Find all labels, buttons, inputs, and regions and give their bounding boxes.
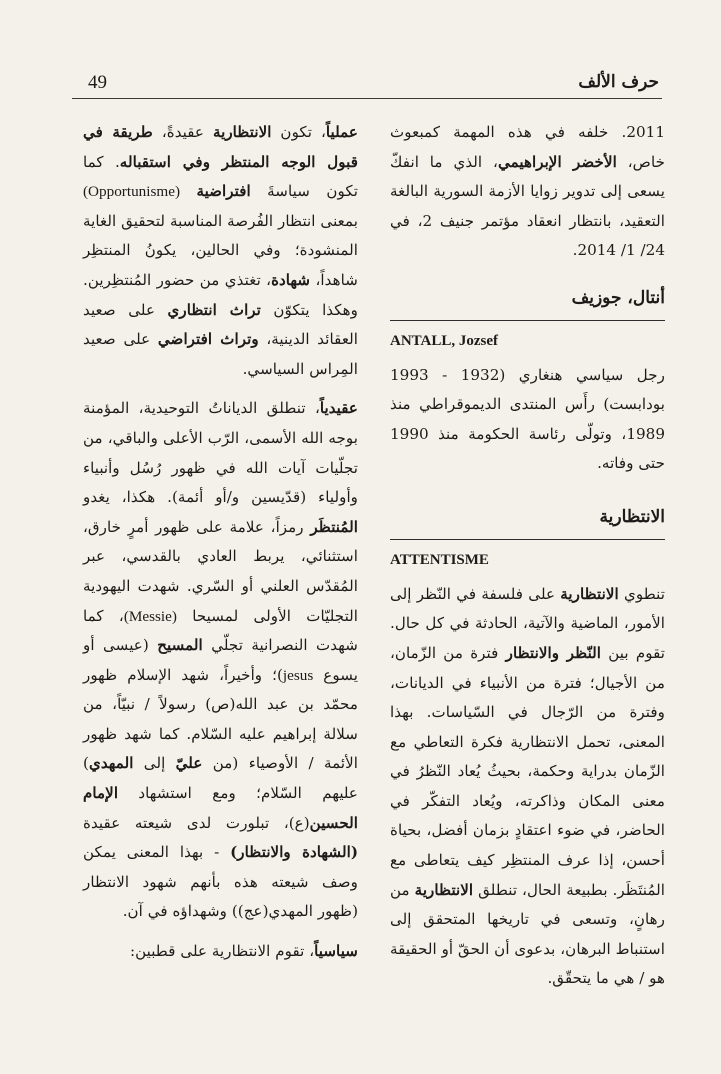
bold-term: تراث انتظاري <box>167 300 261 319</box>
section-title: حرف الألف <box>578 72 659 92</box>
bold-term: وتراث افتراضي <box>157 330 259 349</box>
text-run: فترة من الزّمان، من الأجيال؛ فترة من الأنبياء في الديانات، وفترة من الرّجال في السّياسات. بهذا المعنى، تحمل الانتظارية فكرة التعاطي مع الزّمان بدراية وحكمة، بحيثُ يُعاد النّظرُ في معنى المكان وذاكرته، ويُعاد التفكّر في الحاضر، في ضوء اعتقادٍ بزمان أفضل، بحياة أحسن، إذا عرف المنتظِر كيف يتعاطى مع المُنتَظَر. بطبيعة الحال، تنطلق <box>390 643 665 899</box>
paragraph-doctrinal <box>83 394 358 927</box>
text-run: ، تقوم الانتظارية على قطبين: <box>129 942 315 961</box>
bold-term: الانتظارية <box>414 880 474 899</box>
latin-term: jesus <box>282 666 314 684</box>
text-run: إلى <box>133 754 176 773</box>
bold-term: الانتظارية <box>560 584 619 603</box>
text-run: - بهذا المعنى يمكن وصف شيعته هذه بأنهم شهود الانتظار (ظهور المهدي(عج)) وشهداؤه في آن. <box>83 843 358 921</box>
latin-term: (Opportunisme) <box>83 183 181 201</box>
bold-term: عقيدياً <box>319 399 358 418</box>
text-run: من رهانٍ، وتسعى في تاريخها المتحقق إلى استنباط البرهان، بدعوى أن الحقّ أو الحقيقة هو / هي ما يتحقّق. <box>390 880 665 988</box>
bold-term: المسيح <box>157 636 203 655</box>
bold-term: عليّ <box>175 754 203 773</box>
entry-rule <box>390 539 665 541</box>
header-rule <box>72 98 662 99</box>
right-column <box>390 118 665 994</box>
text-run: ) عليهم السّلام؛ ومع استشهاد <box>83 754 358 803</box>
bold-term: النّظر والانتظار <box>505 643 602 662</box>
bold-term: سياسياً <box>314 942 358 961</box>
paragraph-gap <box>83 927 358 937</box>
text-run: (ع)، تبلورت لدى شيعته عقيدة <box>83 813 310 832</box>
bold-term: افتراضية <box>196 182 251 201</box>
text-run: . كما تكون سياسةَ <box>83 152 358 201</box>
bold-term: المُنتظَر <box>310 517 358 536</box>
bold-term: طريقة في قبول الوجه المنتظر وفي استقباله <box>83 123 358 171</box>
text-run: تنطوي <box>618 584 665 603</box>
entry-rule <box>390 320 665 322</box>
text-run: ، تنطلق الدياناتُ التوحيدية، المؤمنة بوجه الله الأسمى، الرّب الأعلى والباقي، من تجلّيات آيات الله في ظهور رُسُل وأنبياء وأولياء (قدّيسين و/أو أئمة). هكذا، يغدو <box>83 399 358 507</box>
text-run: ، تكون <box>271 123 326 141</box>
text-run: ، تغتذي من حضور المُنتظِرين. وهكذا يتكوّن <box>83 270 358 319</box>
bold-term: المهدي <box>88 754 134 773</box>
entry-latin-attentisme: ATTENTISME <box>390 552 489 569</box>
entry-body-attentisme <box>390 580 665 994</box>
bold-term: الإمام الحسين <box>83 784 358 832</box>
bold-term: الانتظارية <box>212 123 272 141</box>
entry-body-antall: رجل سياسي هنغاري (1932 - 1993 بودابست) رأَس المنتدى الديموقراطي منذ 1989، وتولّى رئاسة الحكومة منذ 1990 حتى وفاته. <box>390 365 665 473</box>
bold-term: عملياً <box>325 123 358 141</box>
text-run: عقيدةً، <box>152 123 213 141</box>
text-run: ، الذي ما انفكّ يسعى إلى تدوير زوايا الأزمة السورية البالغة التعقيد، بانتظار انعقاد مؤتمر جنيف 2، في 24/ 1/ 2014. <box>390 152 665 260</box>
text-run: 2011. خلفه في هذه المهمة كمبعوث خاص، <box>390 123 665 171</box>
paragraph-gap <box>83 384 358 394</box>
text-run: على صعيد العقائد الدينية، <box>83 300 358 349</box>
intro-paragraph <box>390 118 665 266</box>
left-column <box>83 118 358 967</box>
entry-heading-antall: أنتال، جوزيف <box>571 287 665 308</box>
latin-term: (Messie) <box>123 607 177 625</box>
page-number: 49 <box>88 72 107 93</box>
text-run: على صعيد المِراس السياسي. <box>83 330 358 378</box>
paragraph-practical <box>83 118 358 384</box>
bold-term: شهادة <box>271 270 311 289</box>
bold-name: الأخضر الإبراهيمي <box>497 152 617 171</box>
entry-heading-attentisme: الانتظارية <box>599 507 665 528</box>
text-run: رمزاً، علامة على ظهور أمرٍ خارق، استثنائي، يربط العادي بالقدسي، عبر المُقدّس العلني أو السّري. شهدت اليهودية التجليّات الأولى لمسيحا <box>83 517 358 625</box>
text-run: )؛ وأخيراً، شهد الإسلام ظهور محمّد بن عبد الله(ص) رسولاً / نبيّاً، من سلالة إبراهيم عليه السّلام. كما شهد ظهور الأئمة / الأوصياء (من <box>83 665 358 773</box>
text-run: (عيسى أو يسوع <box>83 636 358 684</box>
entry-latin-antall: ANTALL, Jozsef <box>390 333 499 350</box>
paragraph-political <box>83 937 358 967</box>
text-run: بمعنى انتظار الفُرصة المناسبة لتحقيق الغاية المنشودة؛ وفي الحالين، يكونُ المنتظِر شاهداً، <box>83 211 358 289</box>
text-run: ، كما شهدت النصرانية تجلّي <box>83 606 358 655</box>
bold-term: (الشهادة والانتظار) <box>230 843 358 862</box>
text-run: على فلسفة في النّظر إلى الأمور، الماضية والآتية، الحادثة في كل حال. تقوم بين <box>390 584 665 662</box>
